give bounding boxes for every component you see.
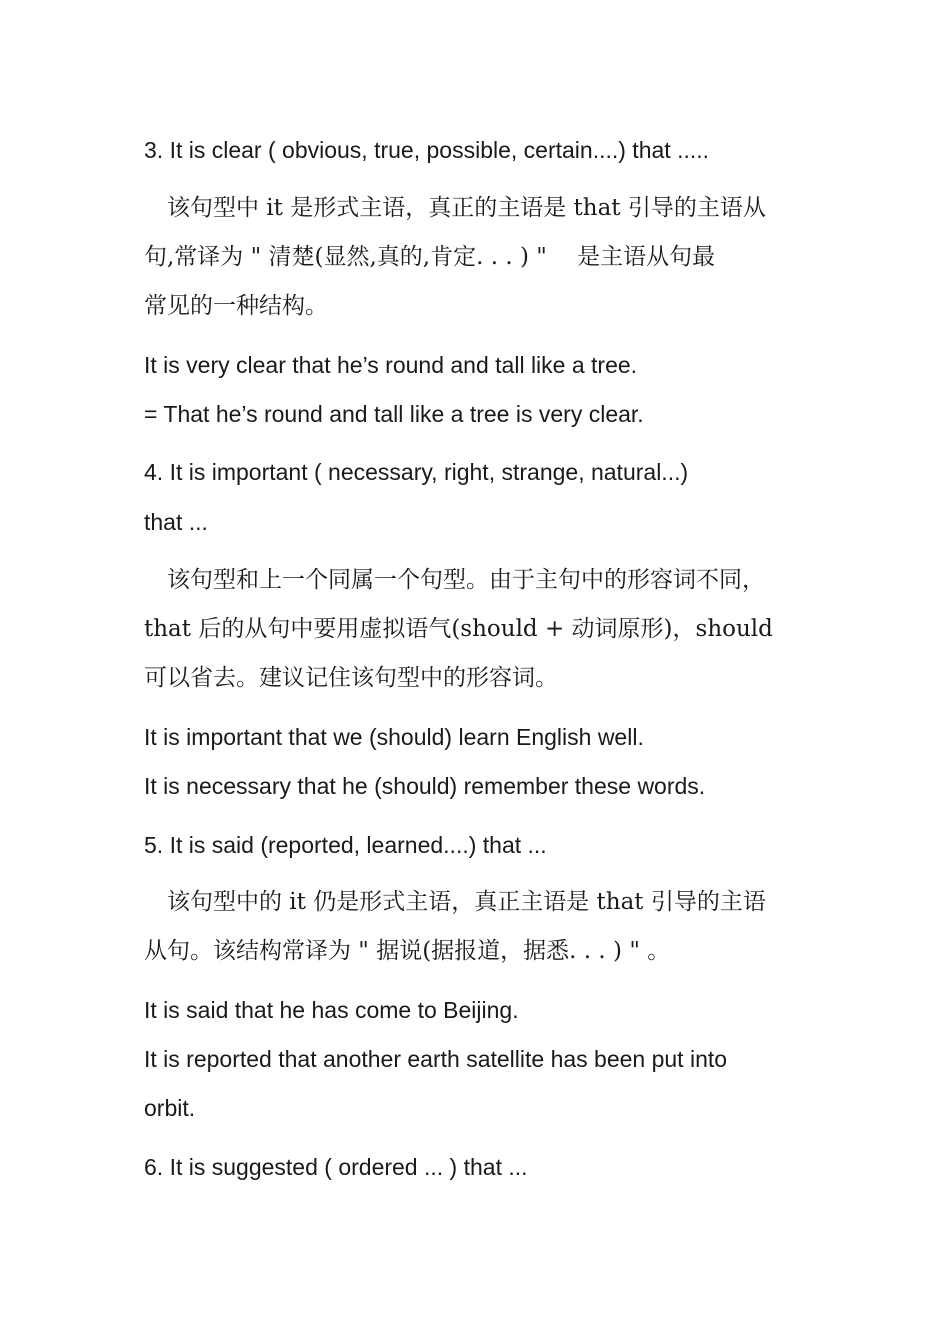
heading-6: 6. It is suggested ( ordered ... ) that ...	[144, 1154, 528, 1180]
paragraph-4-line-1: 该句型和上一个同属一个句型。由于主句中的形容词不同，	[144, 567, 765, 593]
heading-3: 3. It is clear ( obvious, true, possible, certain....) that .....	[144, 137, 710, 163]
paragraph-3-line-1: 该句型中 it 是形式主语，真正的主语是 that 引导的主语从	[144, 195, 766, 221]
example-5-1: It is said that he has come to Beijing.	[144, 997, 519, 1023]
paragraph-4-line-2: that 后的从句中要用虚拟语气(should + 动词原形)，should	[144, 616, 773, 642]
paragraph-3-line-3: 常见的一种结构。	[144, 293, 328, 319]
example-4-1: It is important that we (should) learn English well.	[144, 724, 644, 750]
example-4-2: It is necessary that he (should) remember these words.	[144, 773, 706, 799]
example-3-1: It is very clear that he’s round and tall like a tree.	[144, 352, 638, 378]
example-3-2: = That he’s round and tall like a tree is very clear.	[144, 401, 644, 427]
heading-5: 5. It is said (reported, learned....) that ...	[144, 832, 547, 858]
example-5-2-line-2: orbit.	[144, 1095, 196, 1121]
heading-4-line-2: that ...	[144, 509, 208, 535]
paragraph-3-line-2: 句,常译为 " 清楚(显然,真的,肯定. . . ) " 是主语从句最	[144, 244, 716, 270]
paragraph-5-line-2: 从句。该结构常译为 " 据说(据报道，据悉. . . ) " 。	[144, 938, 671, 964]
paragraph-5-line-1: 该句型中的 it 仍是形式主语，真正主语是 that 引导的主语	[144, 889, 766, 915]
heading-4-line-1: 4. It is important ( necessary, right, strange, natural...)	[144, 459, 689, 485]
paragraph-4-line-3: 可以省去。建议记住该句型中的形容词。	[144, 665, 558, 691]
example-5-2-line-1: It is reported that another earth satellite has been put into	[144, 1046, 728, 1072]
